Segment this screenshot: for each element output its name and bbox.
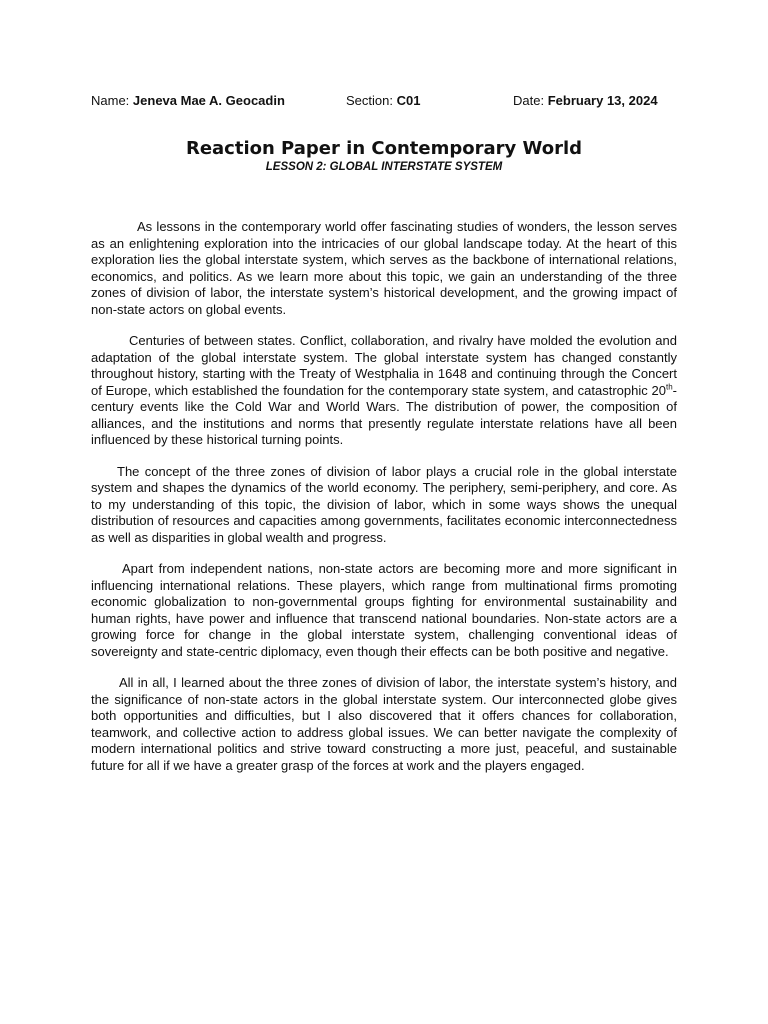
- superscript-th: th: [665, 382, 673, 392]
- name-value: Jeneva Mae A. Geocadin: [132, 93, 285, 108]
- date-value: February 13, 2024: [547, 93, 658, 108]
- section-label: Section:: [346, 93, 393, 108]
- document-title: Reaction Paper in Contemporary World: [185, 138, 583, 159]
- paragraph-1: As lessons in the contemporary world offer fascinating studies of wonders, the lesson serves as an enlightening exploration into the intricacies of our global landscape today. At the heart of this exploration lies the global interstate system, which serves as the backbone of international relations, economics, and politics. As we learn more about this topic, we gain an understanding of the three zones of division of labor, the interstate system’s historical development, and the growing impact of non-state actors on global events.: [91, 219, 677, 317]
- paragraph-3: The concept of the three zones of division of labor plays a crucial role in the global interstate system and shapes the dynamics of the world economy. The periphery, semi-periphery, and core. As to my understanding of this topic, the division of labor, which in some ways shows the unequal distribution of resources and capacities among governments, facilitates economic interconnectedness as well as disparities in global wealth and progress.: [91, 463, 677, 545]
- section-field: [346, 93, 420, 109]
- paragraph-5: All in all, I learned about the three zones of division of labor, the interstate system’s history, and the significance of non-state actors in the global interstate system. Our interconnected globe gives both opportunities and difficulties, but I also discovered that it offers chances for collaboration, teamwork, and collective action to address global issues. We can better navigate the complexity of modern international politics and strive toward constructing a more just, peaceful, and sustainable future for all if we have a greater grasp of the forces at work and the players engaged.: [91, 675, 677, 773]
- body-text: [91, 219, 677, 789]
- paragraph-2-part-2: -century events like the Cold War and World Wars. The distribution of power, the composition of alliances, and the institutions and norms that presently regulate interstate relations have all been influenced by these historical turning points.: [91, 382, 677, 447]
- paragraph-4: Apart from independent nations, non-state actors are becoming more and more significant in influencing international relations. These players, which range from multinational firms promoting economic globalization to non-governmental groups fighting for environmental sustainability and human rights, have power and influence that transcend national boundaries. Non-state actors are a growing force for change in the global interstate system, challenging conventional ideas of sovereignty and state-centric diplomacy, even though their effects can be both positive and negative.: [91, 561, 677, 659]
- paragraph-2-part-1: Centuries of between states. Conflict, collaboration, and rivalry have molded the evolution and adaptation of the global interstate system. The global interstate system has changed constantly throughout history, starting with the Treaty of Westphalia in 1648 and continuing through the Concert of Europe, which established the foundation for the contemporary state system, and catastrophic 20: [91, 333, 677, 398]
- name-label: Name:: [91, 93, 130, 108]
- name-field: [91, 93, 285, 109]
- date-label: Date:: [513, 93, 545, 108]
- section-value: C01: [396, 93, 421, 108]
- document-subtitle: LESSON 2: GLOBAL INTERSTATE SYSTEM: [265, 161, 503, 173]
- date-field: [513, 93, 658, 109]
- paragraph-2: [91, 333, 677, 449]
